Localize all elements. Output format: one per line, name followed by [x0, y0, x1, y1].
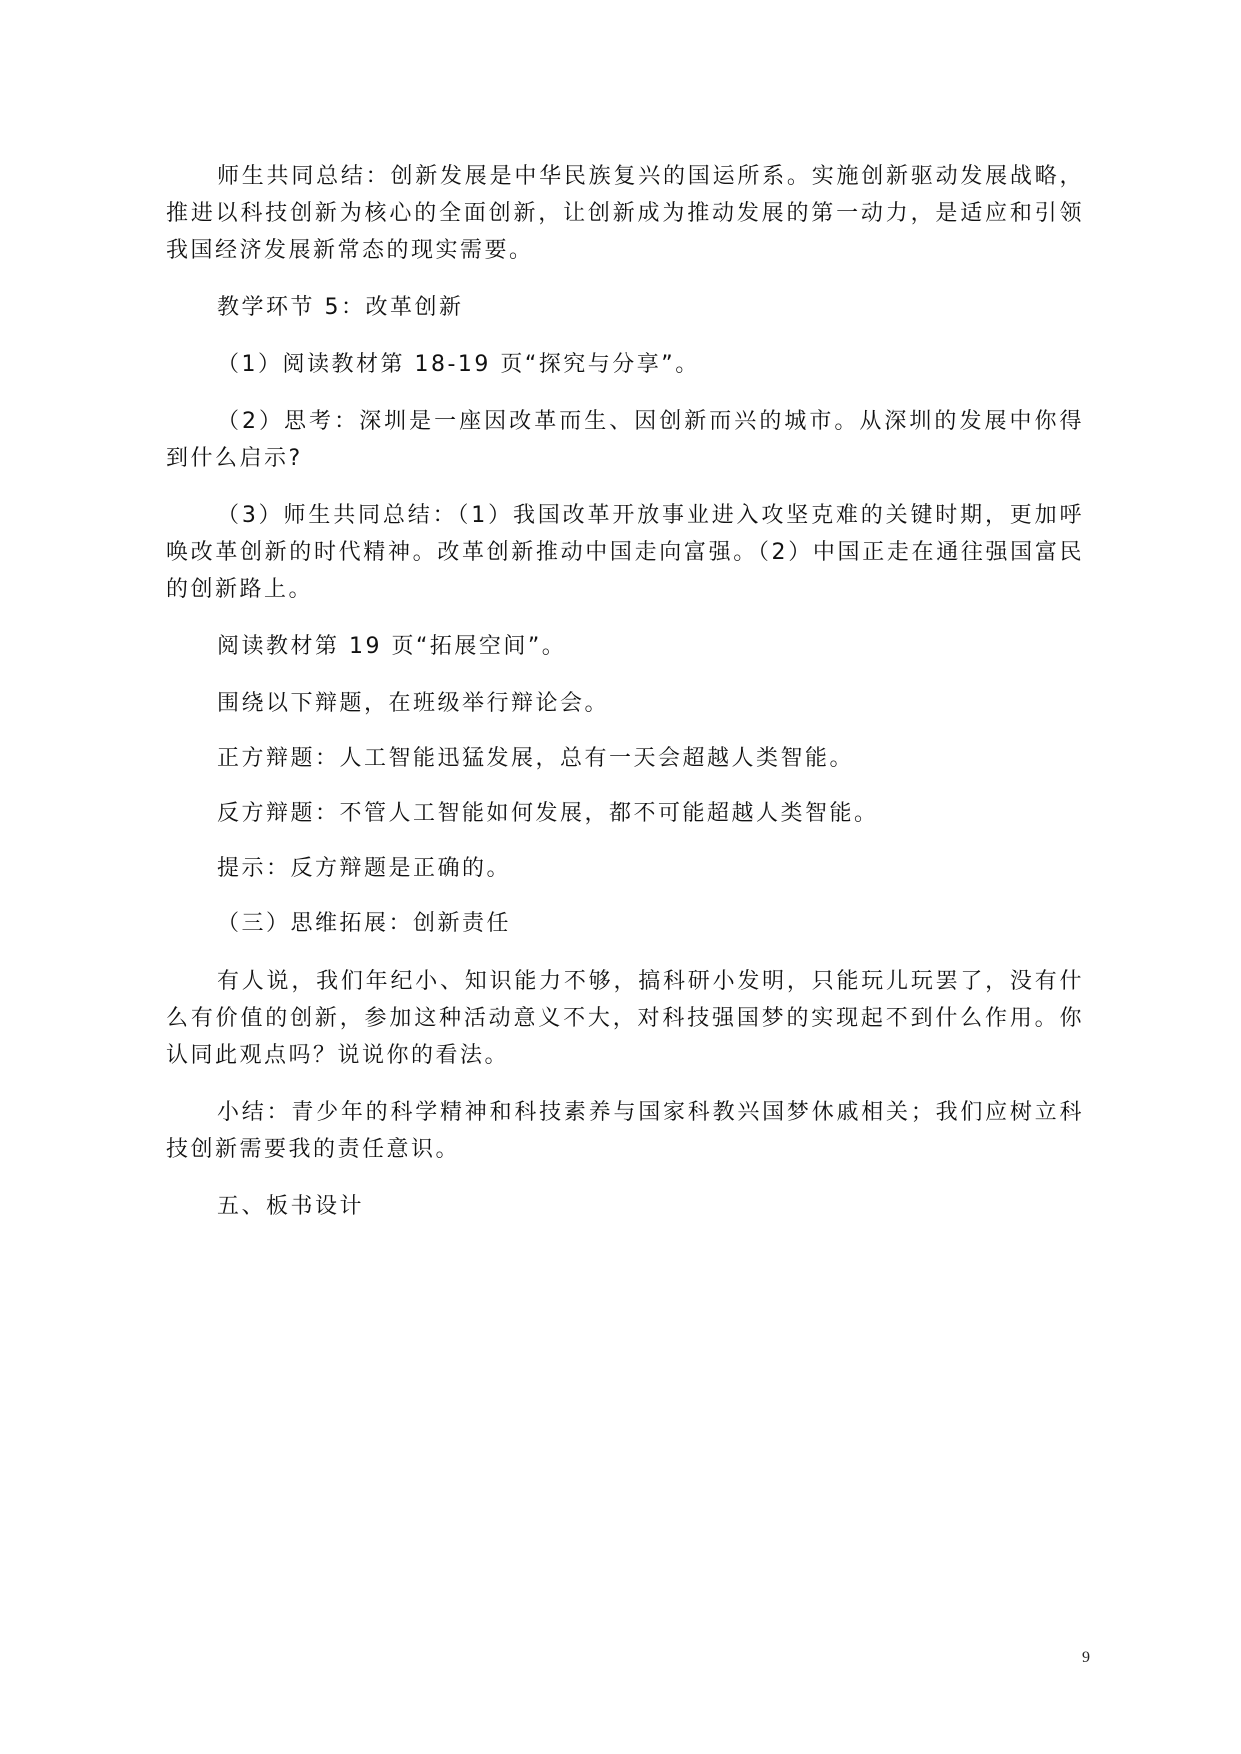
teaching-step-heading: 教学环节 5：改革创新 — [217, 295, 464, 320]
thinking-question: （2）思考：深圳是一座因改革而生、因创新而兴的城市。从深圳的发展中你得到什么启示? — [166, 409, 1084, 471]
section-heading: （三）思维拓展：创新责任 — [217, 911, 512, 936]
affirmative-topic: 正方辩题：人工智能迅猛发展，总有一天会超越人类智能。 — [217, 746, 855, 771]
debate-intro: 围绕以下辩题，在班级举行辩论会。 — [217, 691, 610, 716]
reading-instruction: （1）阅读教材第 18-19 页“探究与分享”。 — [217, 352, 700, 377]
joint-summary: （3）师生共同总结：（1）我国改革开放事业进入攻坚克难的关键时期，更加呼唤改革创新的时代精神。改革创新推动中国走向富强。（2）中国正走在通往强国富民的创新路上。 — [166, 503, 1084, 602]
page-number: 9 — [1082, 1649, 1090, 1666]
board-design-heading: 五、板书设计 — [217, 1194, 365, 1219]
document-body — [166, 158, 1084, 1225]
hint-text: 提示：反方辩题是正确的。 — [217, 856, 512, 881]
negative-topic: 反方辩题：不管人工智能如何发展，都不可能超越人类智能。 — [217, 801, 879, 826]
opinion-paragraph: 有人说，我们年纪小、知识能力不够，搞科研小发明，只能玩儿玩罢了，没有什么有价值的创新，参加这种活动意义不大，对科技强国梦的实现起不到什么作用。你认同此观点吗？说说你的看法。 — [166, 969, 1084, 1068]
summary-paragraph: 师生共同总结：创新发展是中华民族复兴的国运所系。实施创新驱动发展战略，推进以科技创新为核心的全面创新，让创新成为推动发展的第一动力，是适应和引领我国经济发展新常态的现实需要。 — [166, 164, 1084, 263]
conclusion-paragraph: 小结：青少年的科学精神和科技素养与国家科教兴国梦休戚相关；我们应树立科技创新需要我的责任意识。 — [166, 1100, 1084, 1162]
reading-extension: 阅读教材第 19 页“拓展空间”。 — [217, 634, 567, 659]
